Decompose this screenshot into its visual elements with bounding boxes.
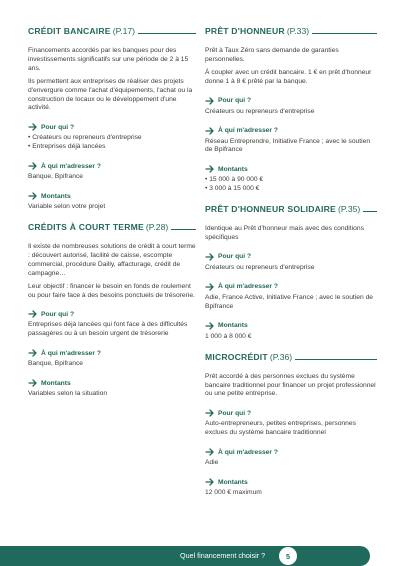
list-item: • 3 000 à 15 000 € [205, 185, 260, 193]
subheading-label: À qui m'adresser ? [41, 162, 101, 170]
adresser-text: Banque, Bpifrance [28, 360, 84, 368]
arrow-right-icon [205, 322, 214, 330]
page-reference: (P.33) [286, 26, 310, 36]
arrow-right-icon [28, 192, 37, 200]
right-column [205, 26, 377, 508]
subheading-label: Pour qui ? [218, 97, 252, 105]
montants-text: Variable selon votre projet [28, 203, 106, 211]
adresser-text: Adie [205, 459, 219, 467]
montants-text: Variables selon la situation [28, 390, 108, 398]
section-title: CRÉDITS À COURT TERME [28, 221, 144, 232]
section-header [28, 222, 196, 232]
pour-qui-text: Entreprises déjà lancées qui font face à des difficultés passagères ou à un besoin urgent de trésorerie [28, 321, 188, 338]
arrow-right-icon [205, 97, 214, 105]
section-title: PRÊT D'HONNEUR SOLIDAIRE [205, 204, 336, 215]
section-rule [138, 33, 196, 34]
left-column [28, 26, 196, 409]
subheading-label: À qui m'adresser ? [218, 448, 278, 456]
description-paragraph: À coupler avec un crédit bancaire. 1 € en prêt d'honneur donne 1 à 8 € prêté par la banque. [205, 68, 372, 85]
subheading-label: À qui m'adresser ? [41, 349, 101, 357]
adresser-text: Adie, France Active, Initiative France ; avec le soutien de Bpifrance [205, 293, 374, 310]
montants-heading [205, 165, 377, 173]
adresser-heading [28, 162, 196, 170]
page-reference: (P.17) [112, 26, 136, 36]
adresser-heading [28, 349, 196, 357]
arrow-right-icon [28, 349, 37, 357]
subheading-label: Montants [41, 379, 71, 387]
subheading-label: Montants [218, 165, 248, 173]
section-header [205, 352, 377, 362]
page-reference: (P.36) [269, 351, 293, 362]
subheading-label: Pour qui ? [218, 409, 252, 417]
page-number: 5 [279, 547, 297, 565]
pour-qui-heading [28, 310, 196, 318]
adresser-text: Réseau Entreprendre, Initiative France ; avec le soutien de Bpifrance [205, 137, 371, 154]
montants-heading [28, 379, 196, 387]
section-rule [295, 359, 377, 360]
description-paragraph: Identique au Prêt d'honneur mais avec des conditions spécifiques [205, 225, 364, 242]
subheading-label: Pour qui ? [218, 253, 252, 261]
page-reference: (P.35) [337, 204, 361, 215]
section-title: MICROCRÉDIT [205, 351, 268, 362]
pour-qui-list [28, 134, 196, 152]
section-title: PRÊT D'HONNEUR [205, 26, 285, 36]
section-pret-honneur [205, 26, 377, 194]
section-header [28, 26, 196, 36]
arrow-right-icon [28, 162, 37, 170]
pour-qui-heading [205, 253, 377, 261]
subheading-label: À qui m'adresser ? [218, 127, 278, 135]
pour-qui-text: Auto-entrepreneurs, petites entreprises, personnes exclues du système bancaire traditionnel [205, 420, 356, 437]
montants-text: 12 000 € maximum [205, 489, 262, 497]
arrow-right-icon [205, 253, 214, 261]
adresser-heading [205, 448, 377, 456]
arrow-right-icon [28, 379, 37, 387]
pour-qui-heading [28, 123, 196, 131]
subheading-label: Montants [41, 192, 71, 200]
footer-title: Quel financement choisir ? [180, 551, 266, 560]
section-rule [363, 211, 377, 212]
pour-qui-heading [205, 409, 377, 417]
subheading-label: Pour qui ? [41, 310, 75, 318]
arrow-right-icon [28, 123, 37, 131]
list-item: • Créateurs ou repreneurs d'entreprise [28, 134, 142, 142]
section-credit-bancaire [28, 26, 196, 212]
pour-qui-text: Créateurs ou repreneurs d'entreprise [205, 107, 315, 115]
arrow-right-icon [205, 478, 214, 486]
montants-heading [205, 322, 377, 330]
subheading-label: À qui m'adresser ? [218, 283, 278, 291]
adresser-heading [205, 127, 377, 135]
montants-heading [205, 478, 377, 486]
arrow-right-icon [205, 127, 214, 135]
description-paragraph: Prêt accordé à des personnes exclues du système bancaire traditionnel pour financer un projet professionnel ou une petite entreprise. [205, 372, 376, 398]
description-paragraph: Financements accordés par les banques pour des investissements significatifs sur une période de 2 à 15 ans. [28, 47, 189, 72]
description-paragraph: Leur objectif : financer le besoin en fonds de roulement ou pour faire face à des besoins ponctuels de trésorerie. [28, 282, 195, 299]
montants-heading [28, 192, 196, 200]
page-reference: (P.28) [145, 221, 169, 232]
description-paragraph: Il existe de nombreuses solutions de crédit à court terme : découvert autorisé, facilité de caisse, escompte commercial, procédure Dailly, affacturage, crédit de campagne… [28, 242, 196, 277]
pour-qui-text: Créateurs ou repreneurs d'entreprise [205, 263, 315, 271]
list-item: • 15 000 à 90 000 € [205, 176, 264, 184]
section-rule [171, 229, 196, 230]
subheading-label: Montants [218, 478, 248, 486]
arrow-right-icon [205, 448, 214, 456]
arrow-right-icon [205, 283, 214, 291]
montants-text: 1 000 à 8 000 € [205, 332, 252, 340]
description-paragraph: Ils permettent aux entreprises de réaliser des projets d'envergure comme l'achat d'équipements, l'achat ou la construction de locaux ou le développement d'une activité. [28, 77, 193, 112]
list-item: • Entreprises déjà lancées [28, 143, 106, 151]
description-paragraph: Prêt à Taux Zéro sans demande de garanties personnelles. [205, 47, 339, 63]
section-rule [312, 33, 377, 34]
section-pret-honneur-solidaire [205, 204, 377, 341]
adresser-heading [205, 283, 377, 291]
section-credits-court-terme [28, 222, 196, 399]
section-microcredit [205, 352, 377, 498]
arrow-right-icon [205, 409, 214, 417]
arrow-right-icon [205, 165, 214, 173]
section-header [205, 26, 377, 36]
pour-qui-heading [205, 97, 377, 105]
subheading-label: Montants [218, 322, 248, 330]
section-title: CRÉDIT BANCAIRE [28, 26, 111, 36]
arrow-right-icon [28, 310, 37, 318]
adresser-text: Banque, Bpifrance [28, 173, 84, 181]
montants-list [205, 176, 377, 194]
section-header [205, 204, 377, 214]
subheading-label: Pour qui ? [41, 123, 75, 131]
